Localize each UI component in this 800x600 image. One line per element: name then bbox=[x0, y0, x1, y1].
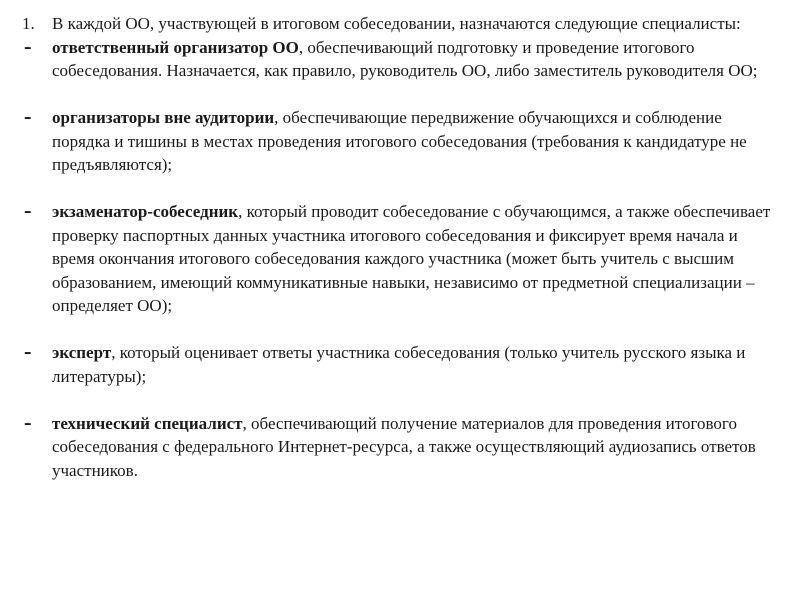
list-item-expert bbox=[0, 341, 800, 388]
list-intro bbox=[0, 12, 800, 36]
list-number: 1. bbox=[22, 14, 35, 33]
item-text: , обеспечивающие передвижение обучающихся и соблюдение порядка и тишины в местах проведения итогового собеседования (требования к кандидатуре не предъявляются); bbox=[52, 108, 747, 174]
item-term: эксперт bbox=[52, 343, 112, 362]
dash-bullet: – bbox=[24, 37, 32, 56]
item-term: экзаменатор-собеседник bbox=[52, 202, 239, 221]
item-text: , который оценивает ответы участника собеседования (только учитель русского языка и литературы); bbox=[52, 343, 746, 386]
dash-bullet: – bbox=[24, 108, 32, 126]
item-term: организаторы вне аудитории bbox=[52, 108, 275, 127]
dash-bullet: – bbox=[24, 202, 32, 220]
item-text: , обеспечивающий получение материалов для проведения итогового собеседования с федерального Интернет-ресурса, а также осуществляющий аудиозапись ответов участников. bbox=[52, 413, 756, 480]
list-item-outside-organizers bbox=[0, 106, 800, 177]
intro-text: В каждой ОО, участвующей в итоговом собеседовании, назначаются следующие специалисты: bbox=[52, 14, 741, 33]
item-term: ответственный организатор ОО bbox=[52, 37, 299, 57]
list-item-examiner-interlocutor bbox=[0, 200, 800, 318]
item-term: технический специалист bbox=[52, 413, 243, 433]
dash-bullet: – bbox=[24, 413, 32, 432]
dash-bullet: – bbox=[24, 343, 32, 361]
item-text: , который проводит собеседование с обучающимся, а также обеспечивает проверку паспортных данных участника итогового собеседования и фиксирует время начала и время окончания итогового собеседования каждого участника (может быть учитель с высшим образованием, имеющий коммуникативные навыки, независимо от предметной специализации – определяет ОО); bbox=[52, 202, 771, 315]
list-item-responsible-organizer bbox=[0, 36, 800, 83]
list-item-technical-specialist bbox=[0, 412, 800, 483]
specialists-list bbox=[0, 12, 800, 482]
item-text: , обеспечивающий подготовку и проведение итогового собеседования. Назначается, как правило, руководитель ОО, либо заместитель руководителя ОО; bbox=[52, 37, 758, 80]
